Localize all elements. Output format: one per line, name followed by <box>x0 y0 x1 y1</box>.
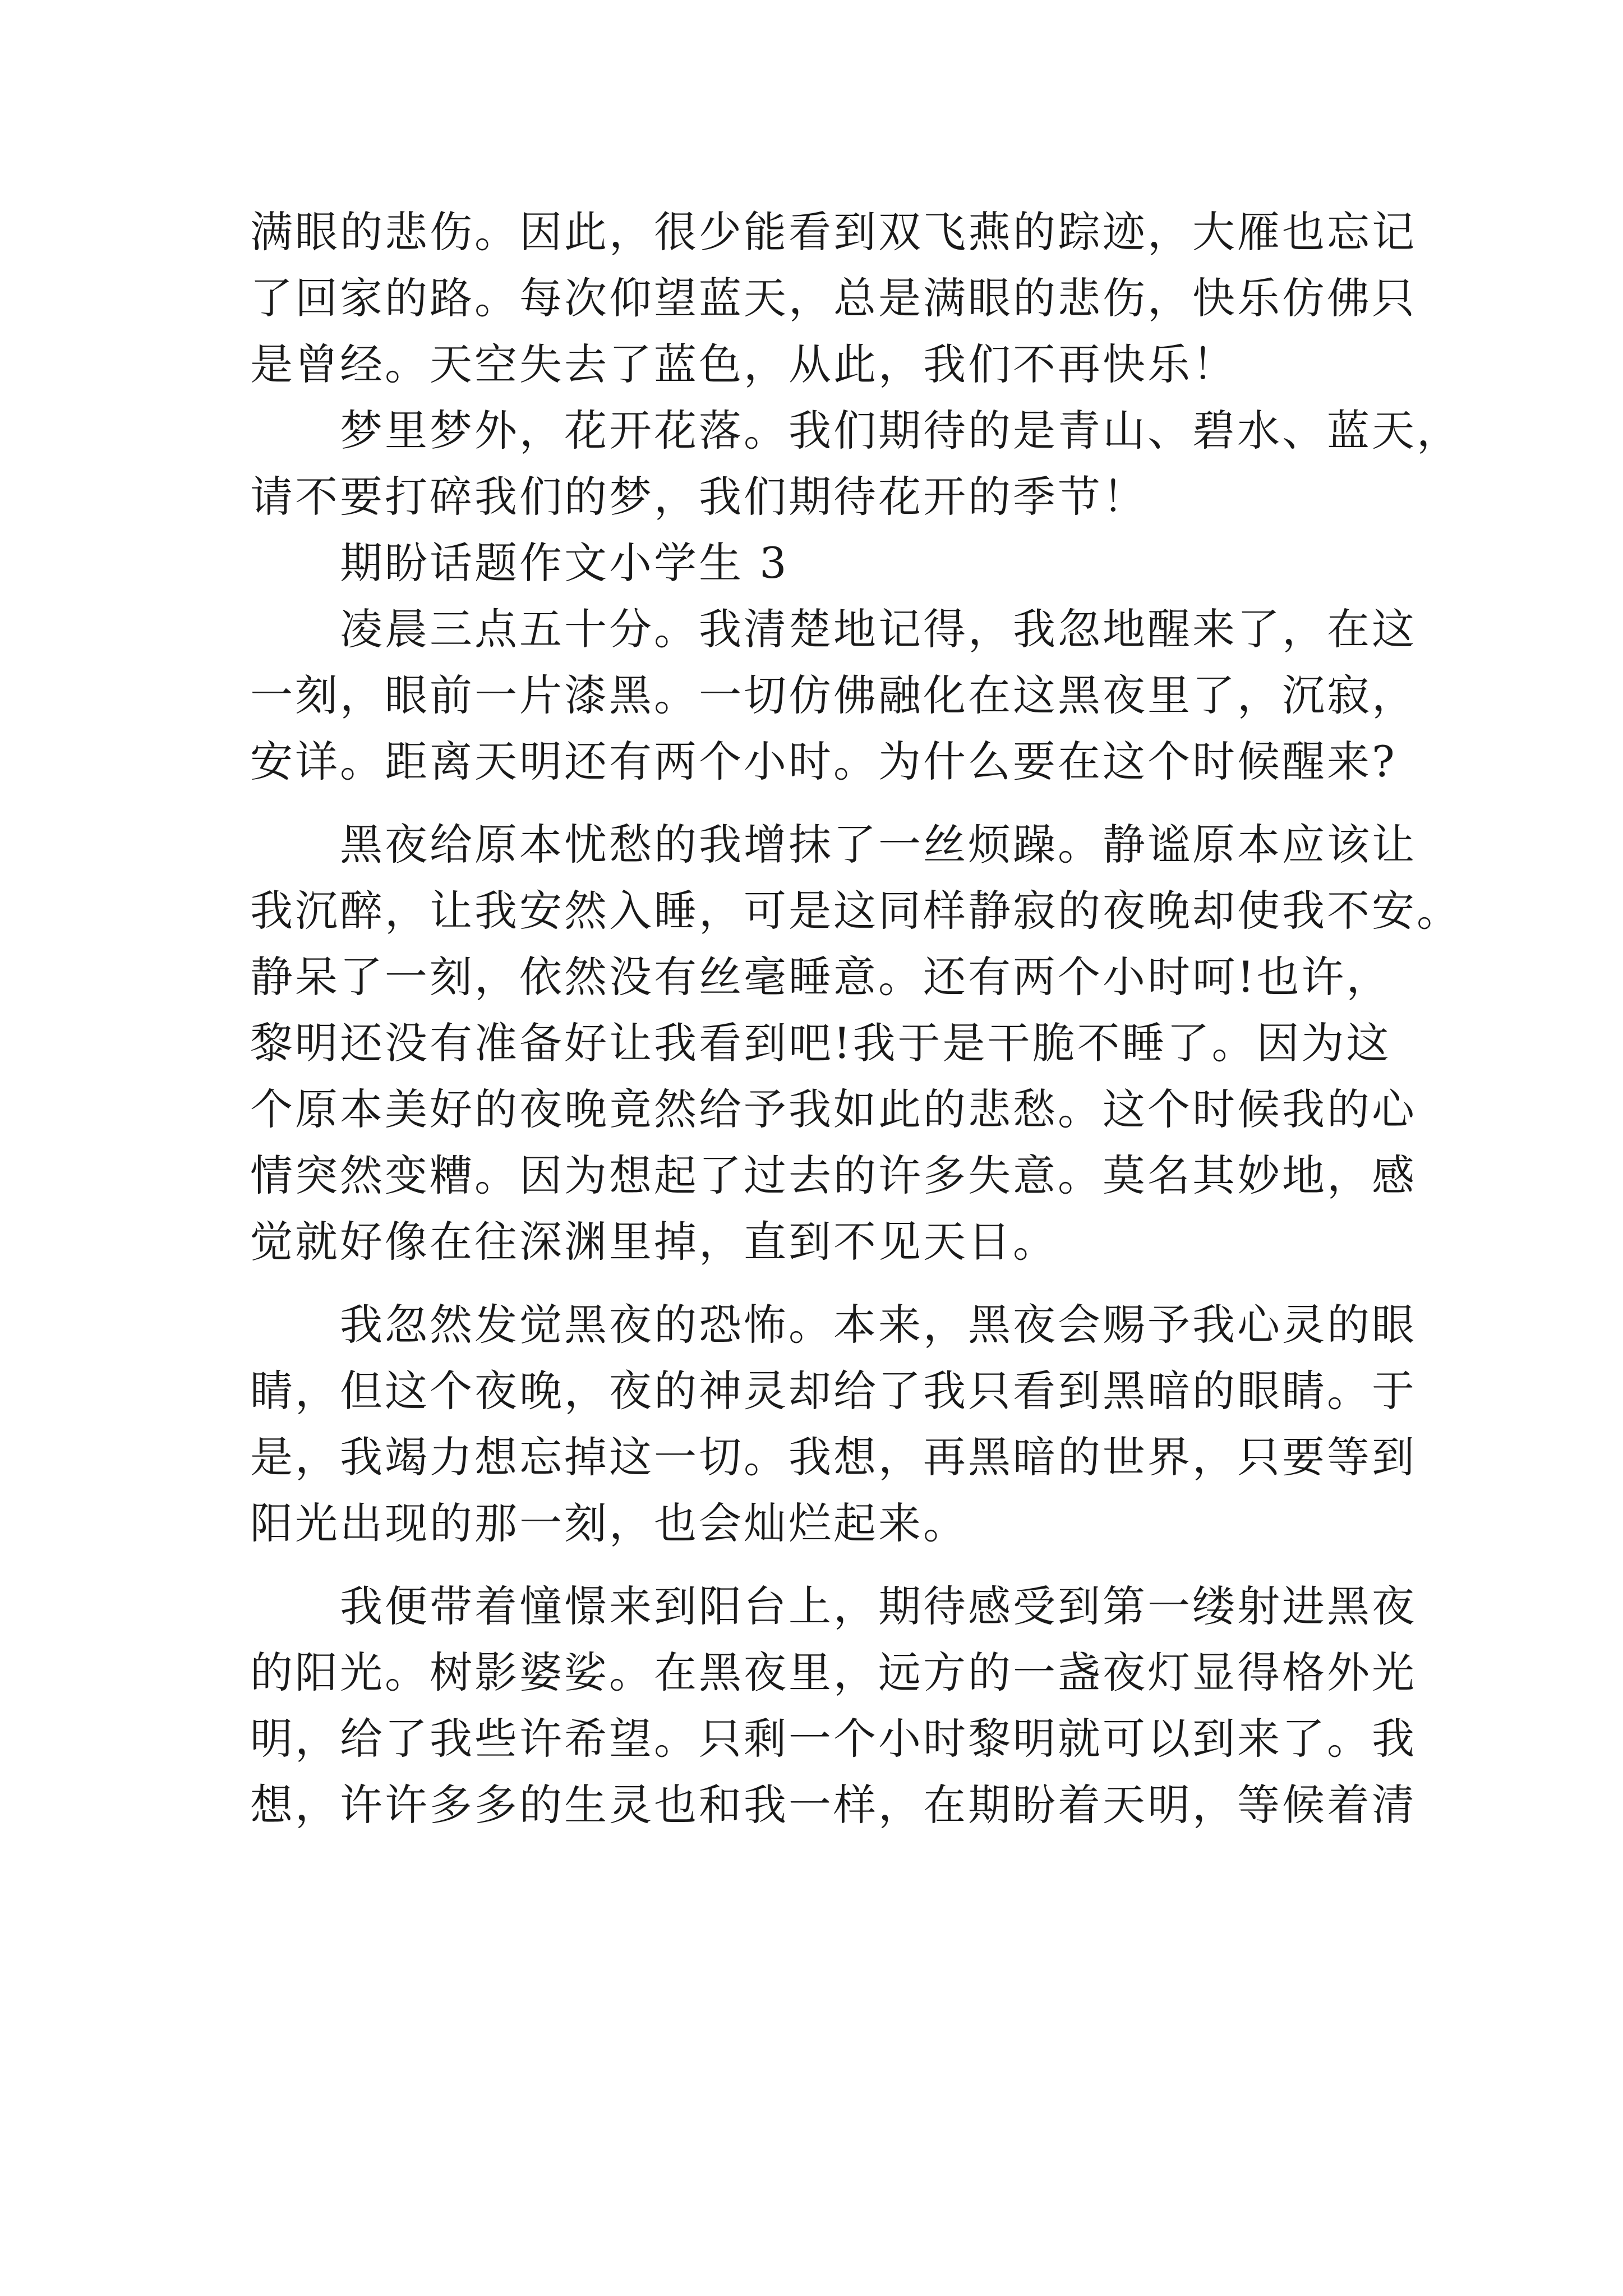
text-line: 睛，但这个夜晚，夜的神灵却给了我只看到黑暗的眼睛。于 <box>250 1366 1417 1416</box>
paragraph-gap <box>250 1557 1389 1573</box>
text-line: 想，许许多多的生灵也和我一样，在期盼着天明，等候着清 <box>250 1780 1417 1830</box>
text-line: 满眼的悲伤。因此，很少能看到双飞燕的踪迹，大雁也忘记 <box>250 207 1417 257</box>
text-line: 阳光出现的那一刻，也会灿烂起来。 <box>250 1498 968 1548</box>
text-line: 黑夜给原本忧愁的我增抹了一丝烦躁。静谧原本应该让 <box>340 820 1417 869</box>
text-line: 黎明还没有准备好让我看到吧!我于是干脆不睡了。因为这 <box>250 1018 1391 1068</box>
paragraph-5 <box>250 1292 1417 1557</box>
text-line: 安详。距离天明还有两个小时。为什么要在这个时候醒来? <box>250 737 1397 786</box>
text-line: 的阳光。树影婆娑。在黑夜里，远方的一盏夜灯显得格外光 <box>250 1648 1417 1697</box>
paragraph-3 <box>250 596 1417 795</box>
paragraph-2 <box>250 398 1461 530</box>
text-line: 个原本美好的夜晚竟然给予我如此的悲愁。这个时候我的心 <box>250 1084 1417 1134</box>
text-line: 请不要打碎我们的梦，我们期待花开的季节！ <box>250 472 1147 522</box>
section-heading <box>250 530 1389 596</box>
text-line: 了回家的路。每次仰望蓝天，总是满眼的悲伤，快乐仿佛只 <box>250 273 1417 323</box>
paragraph-4 <box>250 812 1461 1275</box>
text-line: 是，我竭力想忘掉这一切。我想，再黑暗的世界，只要等到 <box>250 1432 1417 1482</box>
text-line: 觉就好像在往深渊里掉，直到不见天日。 <box>250 1217 1058 1267</box>
text-line: 一刻，眼前一片漆黑。一切仿佛融化在这黑夜里了，沉寂， <box>250 670 1417 720</box>
text-line: 梦里梦外，花开花落。我们期待的是青山、碧水、蓝天， <box>340 406 1461 455</box>
paragraph-6 <box>250 1573 1417 1838</box>
text-line: 明，给了我些许希望。只剩一个小时黎明就可以到来了。我 <box>250 1714 1417 1764</box>
document-page <box>250 199 1461 1838</box>
paragraph-gap <box>250 1275 1389 1292</box>
text-line: 我忽然发觉黑夜的恐怖。本来，黑夜会赐予我心灵的眼 <box>340 1300 1417 1350</box>
text-line: 情突然变糟。因为想起了过去的许多失意。莫名其妙地，感 <box>250 1151 1417 1200</box>
heading-text: 期盼话题作文小学生 3 <box>340 538 789 588</box>
text-line: 是曾经。天空失去了蓝色，从此，我们不再快乐！ <box>250 339 1237 389</box>
paragraph-1 <box>250 199 1417 398</box>
text-line: 静呆了一刻，依然没有丝毫睡意。还有两个小时呵!也许， <box>250 952 1391 1002</box>
text-line: 我便带着憧憬来到阳台上，期待感受到第一缕射进黑夜 <box>340 1581 1417 1631</box>
text-line: 我沉醉，让我安然入睡，可是这同样静寂的夜晚却使我不安。 <box>250 886 1461 936</box>
text-line: 凌晨三点五十分。我清楚地记得，我忽地醒来了，在这 <box>340 604 1417 654</box>
paragraph-gap <box>250 795 1389 812</box>
